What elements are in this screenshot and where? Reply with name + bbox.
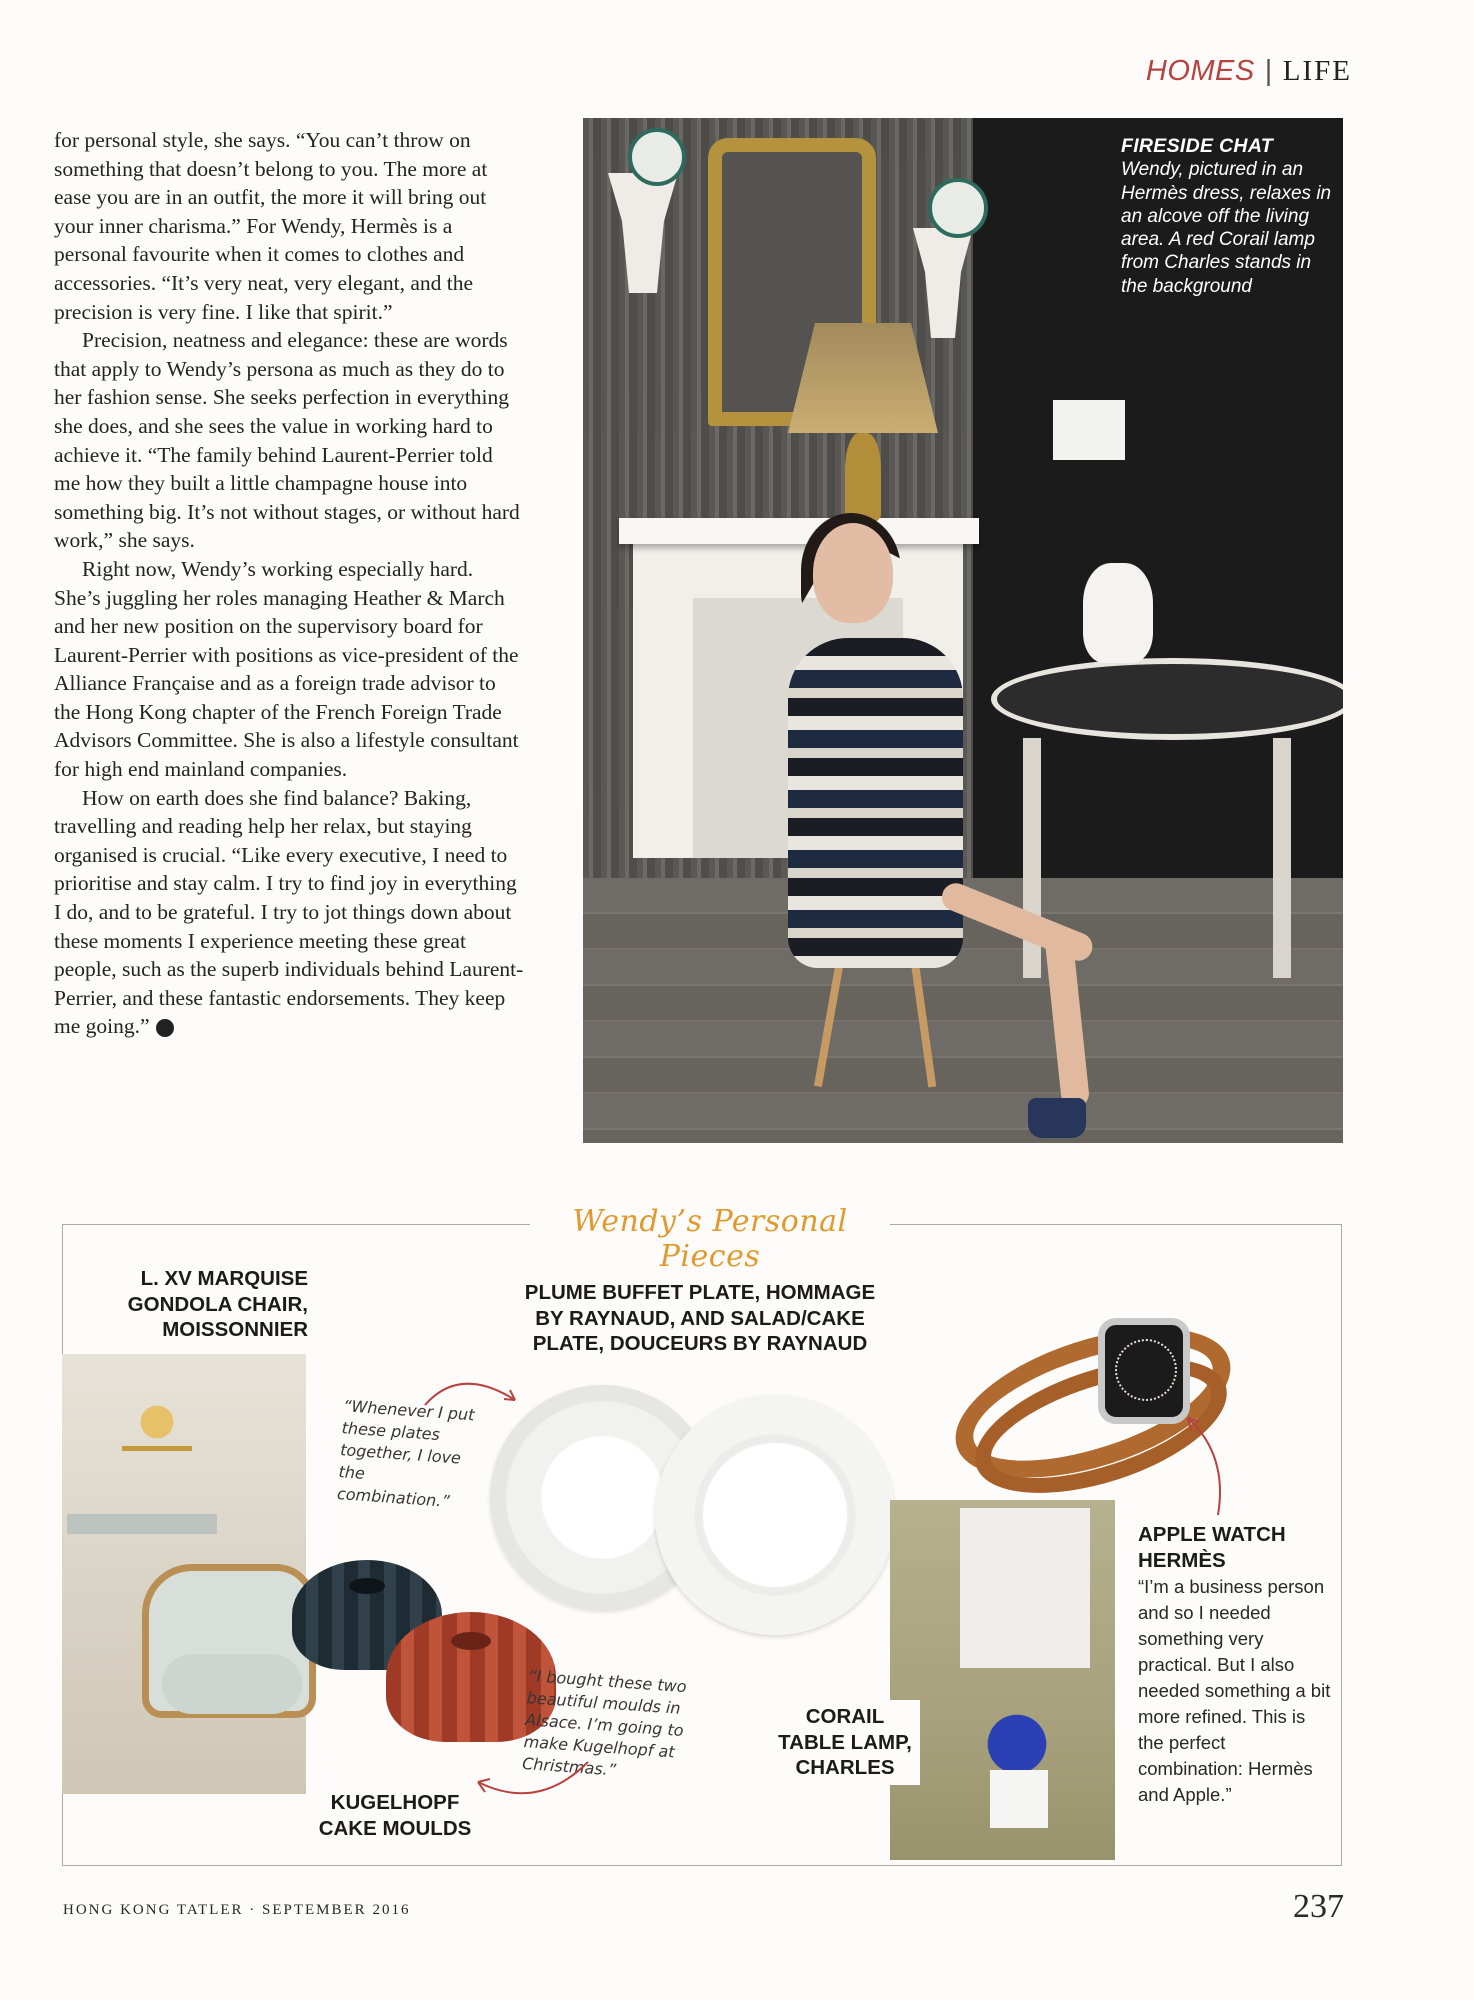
- section-name: HOMES: [1145, 55, 1255, 87]
- corail-lamp: [1053, 400, 1125, 460]
- gondola-chair-image: [62, 1354, 306, 1794]
- moulds-note: “I bought these two beautiful moulds in Alsace. I’m going to make Kugelhopf at Christmas.”: [521, 1666, 688, 1780]
- mould-hole: [349, 1578, 385, 1594]
- person-dress: [788, 638, 963, 968]
- watch-dial: [1115, 1339, 1177, 1401]
- article-paragraph: Precision, neatness and elegance: these are words that apply to Wendy’s persona as much as they do to her fashion sense. She seeks perfection in everything she does, and she sees the value in working hard to achieve it. “The family behind Laurent-Perrier told me how they built a little champagne house into something big. It’s not without stages, or without hard work,” she says.: [54, 328, 520, 553]
- caption-title: FIRESIDE CHAT: [1121, 135, 1273, 157]
- article-paragraph-last: [54, 784, 524, 1041]
- caption-text: Wendy, pictured in an Hermès dress, relaxes in an alcove off the living area. A red Corail lamp from Charles stands in the background: [1121, 159, 1332, 297]
- lamp-cube-base: [990, 1770, 1048, 1828]
- moulds-label: KUGELHOPF CAKE MOULDS: [318, 1791, 472, 1840]
- blue-shoe: [1028, 1098, 1086, 1138]
- watch-face: [1098, 1318, 1190, 1424]
- plates-label: PLUME BUFFET PLATE, HOMMAGE BY RAYNAUD, AND SALAD/CAKE PLATE, DOUCEURS BY RAYNAUD: [524, 1281, 876, 1355]
- subsection-name: LIFE: [1282, 55, 1352, 87]
- chair-cushion: [162, 1654, 302, 1714]
- article-paragraph-text: How on earth does she find balance? Baking, travelling and reading help her relax, but staying organised is crucial. “Like every executive, I need to prioritise and stay calm. I try to find joy in everything I do, and to be grateful. I try to jot things down about these moments I experience meeting these great people, such as the superb individuals behind Laurent-Perrier, and these fantastic endorsements. They keep me going.”: [54, 785, 524, 1039]
- decor-plate: [928, 178, 988, 238]
- plates-note: “Whenever I put these plates together, I love the combination.”: [336, 1396, 476, 1511]
- watch-arrow-icon: [1168, 1410, 1238, 1520]
- apple-watch-image: [950, 1300, 1200, 1510]
- moulds-arrow-icon: [468, 1752, 598, 1812]
- plates-arrow-icon: [420, 1365, 530, 1425]
- page-number: 237: [1293, 1888, 1344, 1925]
- article-paragraph: Right now, Wendy’s working especially hard. She’s juggling her roles managing Heather & March and her new position on the supervisory board for Laurent-Perrier with positions as vice-president of the Alliance Française and as a foreign trade advisor to the Hong Kong chapter of the French Foreign Trade Advisors Committee. She is also a lifestyle consultant for high end mainland companies.: [54, 556, 519, 782]
- mantel-shelf: [619, 518, 979, 544]
- lamp-label: CORAIL TABLE LAMP, CHARLES: [770, 1700, 920, 1785]
- douceurs-cake-plate: [655, 1395, 895, 1635]
- chandelier: [122, 1374, 192, 1494]
- section-separator: |: [1264, 55, 1273, 87]
- mould-hole: [451, 1632, 491, 1650]
- fireside-photo: [583, 118, 1343, 1143]
- watch-quote: “I’m a business person and so I needed something very practical. But I also needed something a bit more refined. This is the perfect combination: Hermès and Apple.”: [1138, 1576, 1331, 1805]
- corail-lamp-image: [890, 1500, 1115, 1860]
- side-table: [67, 1514, 217, 1534]
- table-leg: [1273, 738, 1291, 978]
- publication-footer: HONG KONG TATLER · SEPTEMBER 2016: [63, 1902, 411, 1918]
- article-body: [54, 126, 524, 1041]
- end-mark-icon: T: [156, 1019, 174, 1037]
- chair-label: L. XV MARQUISE GONDOLA CHAIR, MOISSONNIER: [127, 1267, 308, 1341]
- watch-label: APPLE WATCH HERMÈS: [1138, 1523, 1286, 1572]
- section-header: [1146, 55, 1352, 88]
- decor-plate: [628, 128, 686, 186]
- lamp-shade: [960, 1508, 1090, 1668]
- wood-floor: [583, 878, 1343, 1143]
- photo-caption: [1121, 135, 1341, 298]
- lamp-base: [845, 433, 881, 523]
- white-jug: [1083, 563, 1153, 663]
- article-paragraph: for personal style, she says. “You can’t throw on something that doesn’t belong to you. The more at ease you are in an outfit, the more it will bring out your inner charisma.” For Wendy, Hermès is a personal favourite when it comes to clothes and accessories. “It’s very neat, very elegant, and the precision is very fine. I like that spirit.”: [54, 128, 488, 324]
- round-table-top: [991, 658, 1343, 740]
- person-face: [813, 523, 893, 623]
- coral-sculpture: [982, 1690, 1052, 1780]
- personal-pieces-title: Wendy’s Personal Pieces: [530, 1204, 890, 1274]
